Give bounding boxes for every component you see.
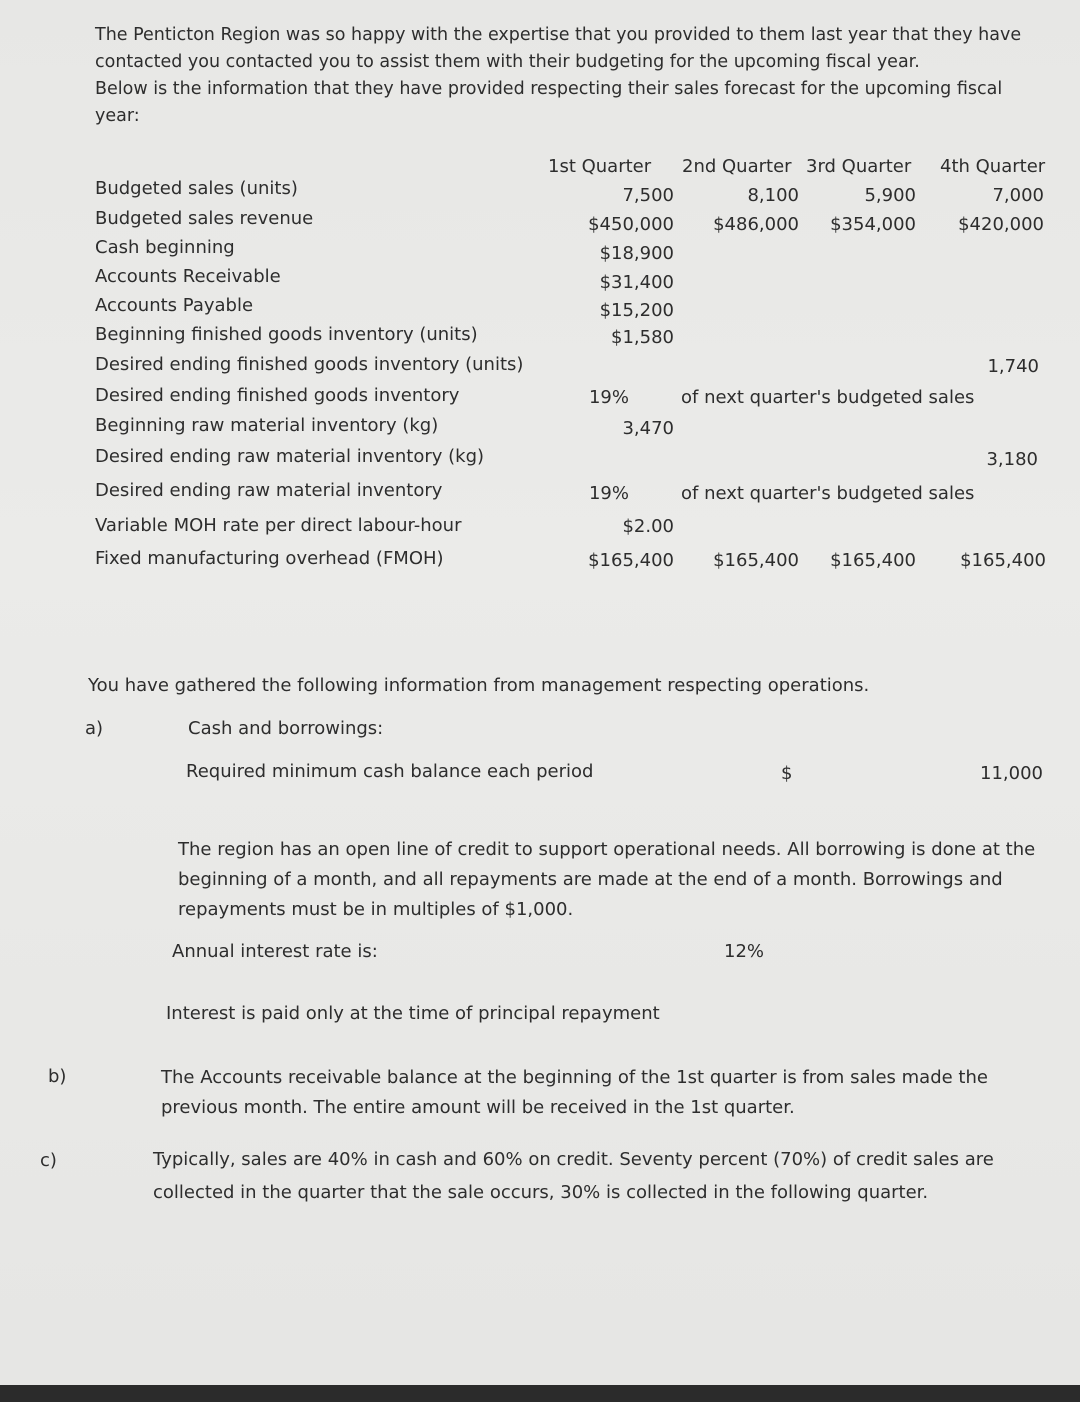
intro-line: contacted you contacted you to assist them with their budgeting for the upcoming fiscal year. [95,52,920,72]
cell-q1: $18,900 [599,243,674,264]
cell-q4: 7,000 [992,185,1044,206]
row-label: Accounts Receivable [95,266,281,287]
header-q1: 1st Quarter [548,156,652,177]
intro-line: year: [95,106,140,126]
cell-q4: $165,400 [960,550,1046,571]
row-label: Desired ending raw material inventory [95,480,443,501]
cell-q1: 19% [588,387,629,408]
paragraph-c-line: Typically, sales are 40% in cash and 60% on credit. Seventy percent (70%) of credit sales are [153,1149,994,1170]
paragraph-b [161,1063,1041,1123]
interest-rate-label: Annual interest rate is: [172,941,378,962]
cell-q1: $450,000 [588,214,674,235]
row-label: Cash beginning [95,237,235,258]
credit-line: beginning of a month, and all repayments are made at the end of a month. Borrowings and [178,869,1003,890]
cell-q3: $354,000 [830,214,916,235]
row-label: Accounts Payable [95,295,254,316]
marker-b: b) [48,1066,67,1087]
cell-q3: $165,400 [830,550,916,571]
row-label: Desired ending raw material inventory (kg) [95,446,485,467]
intro-line: Below is the information that they have provided respecting their sales forecast for the upcoming fiscal [95,79,1003,99]
interest-note: Interest is paid only at the time of principal repayment [166,1003,660,1024]
intro-paragraph [95,22,1035,130]
row-label: Beginning finished goods inventory (units) [95,324,478,345]
cell-q1: 19% [588,483,629,504]
paragraph-c [153,1143,1053,1209]
cell-q2: $486,000 [713,214,799,235]
marker-a: a) [85,718,104,739]
paragraph-b-line: previous month. The entire amount will be received in the 1st quarter. [161,1097,795,1118]
cell-q1: $31,400 [599,272,674,293]
row-label: Beginning raw material inventory (kg) [95,415,439,436]
cell-q3: 5,900 [864,185,916,206]
cell-q1: $2.00 [622,516,674,537]
credit-line: repayments must be in multiples of $1,000. [178,899,574,920]
row-label: Variable MOH rate per direct labour-hour [95,515,462,536]
cash-borrowings-title: Cash and borrowings: [188,718,384,739]
row-label: Budgeted sales (units) [95,178,298,199]
cell-q2: $165,400 [713,550,799,571]
credit-line-paragraph [178,835,1058,925]
cell-q1: 3,470 [622,418,674,439]
min-cash-label: Required minimum cash balance each period [186,761,594,782]
min-cash-value: 11,000 [980,763,1043,784]
row-label: Budgeted sales revenue [95,208,314,229]
desk-edge [0,1385,1080,1402]
paragraph-b-line: The Accounts receivable balance at the beginning of the 1st quarter is from sales made the [161,1067,988,1088]
header-q2: 2nd Quarter [682,156,792,177]
header-q4: 4th Quarter [940,156,1046,177]
row-label: Desired ending finished goods inventory [95,385,460,406]
operations-intro: You have gathered the following information from management respecting operations. [88,675,870,696]
cell-q4: 3,180 [986,449,1038,470]
interest-rate-value: 12% [724,941,765,962]
cell-q1: 7,500 [622,185,674,206]
cell-note: of next quarter's budgeted sales [681,387,975,408]
cell-note: of next quarter's budgeted sales [681,483,975,504]
intro-line: The Penticton Region was so happy with the expertise that you provided to them last year that they have [95,25,1022,45]
cell-q1: $165,400 [588,550,674,571]
min-cash-currency: $ [781,763,793,784]
row-label: Desired ending finished goods inventory (units) [95,354,524,375]
cell-q1: $15,200 [599,300,674,321]
cell-q4: $420,000 [958,214,1044,235]
cell-q1: $1,580 [611,327,674,348]
cell-q4: 1,740 [987,356,1039,377]
marker-c: c) [40,1150,57,1171]
credit-line: The region has an open line of credit to support operational needs. All borrowing is done at the [178,839,1036,860]
paragraph-c-line: collected in the quarter that the sale occurs, 30% is collected in the following quarter. [153,1182,929,1203]
header-q3: 3rd Quarter [806,156,912,177]
cell-q2: 8,100 [747,185,799,206]
row-label: Fixed manufacturing overhead (FMOH) [95,548,444,569]
